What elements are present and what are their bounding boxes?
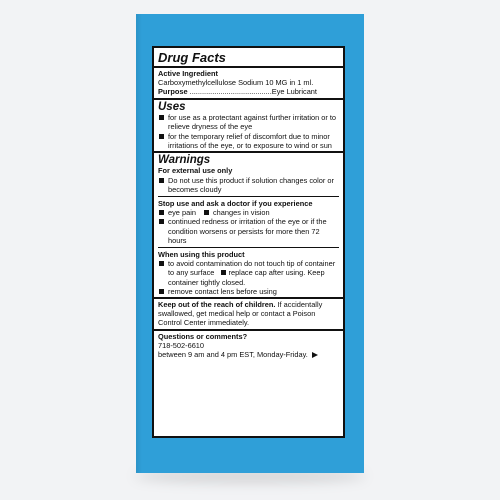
list-item [158,113,339,131]
keep-out-heading: Keep out of the reach of children. [158,300,276,310]
bullet-square-icon [221,270,226,275]
keep-out-text: If accidentally swallowed, get medical help or contact a Poison Control Center immediately. [158,300,323,328]
list-item [158,132,339,150]
divider [158,196,339,197]
divider [154,66,343,68]
drug-facts-title: Drug Facts [158,50,226,65]
stop-use-inline-list [158,208,339,217]
list-item [203,208,270,217]
warnings-heading: Warnings [158,153,211,166]
external-use-heading: For external use only [158,166,233,176]
when-using-item-text [168,259,339,287]
purpose-row [158,87,339,96]
bullet-square-icon [159,115,164,120]
warning-item-text: Do not use this product if solution changes color or becomes cloudy [168,175,334,194]
stop-use-item-text: eye pain [168,208,196,218]
stop-use-item-text: changes in vision [212,208,270,218]
active-ingredient-text: Carboxymethylcellulose Sodium 10 MG in 1 ml. [158,78,314,88]
questions-hours: between 9 am and 4 pm EST, Monday-Friday. [158,350,308,360]
uses-item-text: for the temporary relief of discomfort due to minor irritations of the eye, or to exposure to wind or sun [168,131,332,150]
bullet-square-icon [159,178,164,183]
bullet-square-icon [159,219,164,224]
stop-use-item-text: continued redness or irritation of the eye or if the condition worsens or persists for more then 72 hours [168,217,327,245]
bullet-square-icon [204,210,209,215]
uses-heading: Uses [158,100,186,113]
list-item [158,287,339,296]
questions-heading: Questions or comments? [158,331,248,341]
list-item [158,259,339,287]
bullet-square-icon [159,261,164,266]
divider [154,329,343,331]
uses-item-text: for use as a protectant against further irritation or to relieve dryness of the eye [168,113,337,132]
keep-out-paragraph [158,300,339,328]
divider [154,98,343,100]
purpose-dots: ........................................ [189,87,272,97]
list-item [158,208,196,217]
questions-phone: 718-502-6610 [158,340,205,350]
continue-arrow-icon [312,352,318,358]
divider [154,151,343,153]
list-item [158,176,339,194]
when-using-item-text-a: to avoid contamination do not touch tip of container to any surface [168,259,336,278]
stop-use-heading: Stop use and ask a doctor if you experience [158,199,313,209]
divider [158,247,339,248]
list-item [158,217,339,245]
bullet-square-icon [159,134,164,139]
bullet-square-icon [159,210,164,215]
when-using-item-text-b: replace cap after using. Keep container tightly closed. [168,268,325,287]
bullet-square-icon [159,289,164,294]
drug-facts-panel [152,46,345,438]
questions-hours-row [158,350,339,359]
active-ingredient-heading: Active Ingredient [158,69,218,78]
when-using-heading: When using this product [158,250,245,260]
purpose-label: Purpose [158,87,188,97]
when-using-item-text: remove contact lens before using [168,286,277,296]
box-side-shade [136,14,142,473]
purpose-value: Eye Lubricant [271,87,317,97]
divider [154,297,343,299]
